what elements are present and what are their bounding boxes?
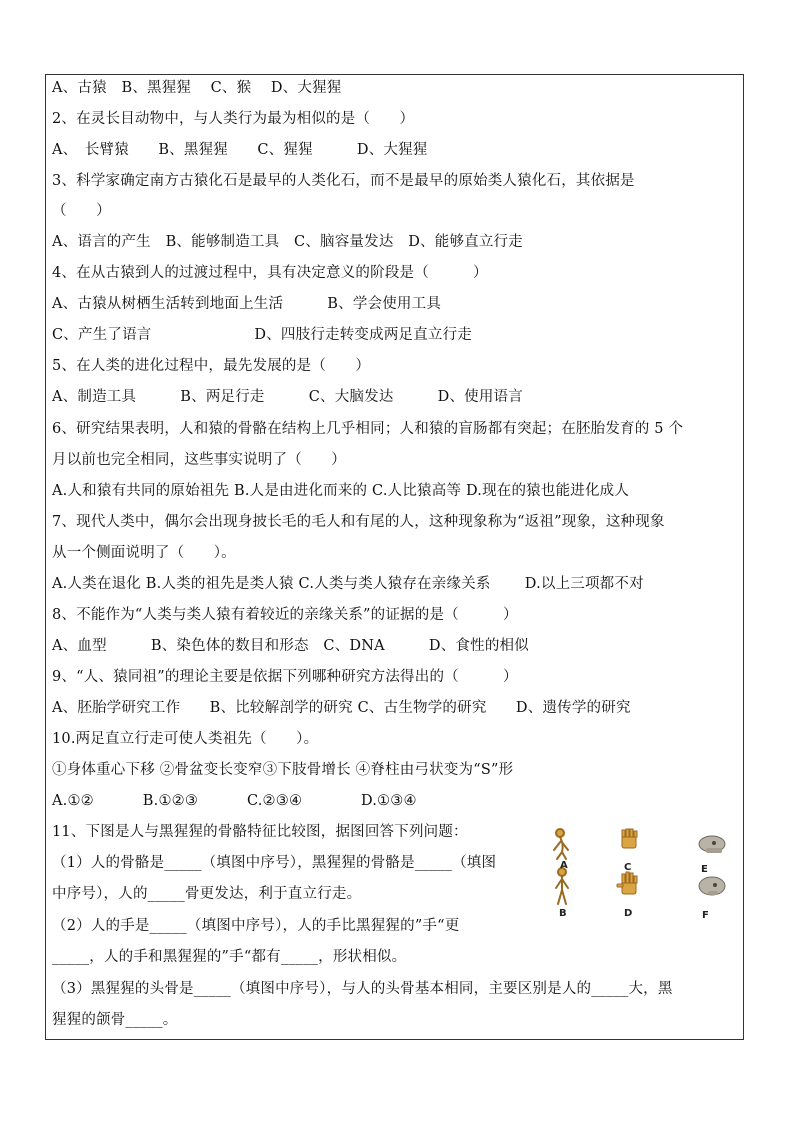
figure-label-d: D <box>624 908 633 919</box>
line-18: 8、不能作为“人类与类人猿有着较近的亲缘关系”的证据的是（ ） <box>52 607 518 623</box>
line-17: A.人类在退化 B.人类的祖先是类人猿 C.人类与类人猿存在亲缘关系 D.以上三项都不对 <box>52 576 644 592</box>
line-31: 猩猩的颌骨_____。 <box>52 1012 178 1028</box>
figure-label-a: A <box>560 860 568 871</box>
line-21: A、胚胎学研究工作 B、比较解剖学的研究 C、古生物学的研究 D、遗传学的研究 <box>52 700 631 716</box>
line-13: 月以前也完全相同，这些事实说明了（ ） <box>52 452 346 468</box>
line-28: （2）人的手是_____（填图中序号），人的手比黑猩猩的”手“更 <box>52 918 460 934</box>
line-10: 5、在人类的进化过程中，最先发展的是（ ） <box>52 358 371 374</box>
line-22: 10.两足直立行走可使人类祖先（ ）。 <box>52 731 319 747</box>
human-skull-icon <box>699 877 725 895</box>
human-skeleton-icon <box>556 868 568 904</box>
chimp-skeleton-icon <box>554 829 568 859</box>
line-6: A、语言的产生 B、能够制造工具 C、脑容量发达 D、能够直立行走 <box>52 234 523 250</box>
line-25: 11、下图是人与黑猩猩的骨骼特征比较图，据图回答下列问题： <box>52 824 468 840</box>
line-26: （1）人的骨骼是_____（填图中序号），黑猩猩的骨骼是_____（填图 <box>52 855 497 871</box>
line-24: A.①② B.①②③ C.②③④ D.①③④ <box>52 793 417 809</box>
line-23: ①身体重心下移 ②骨盆变长变窄③下肢骨增长 ④脊柱由弓状变为“S”形 <box>52 762 514 778</box>
line-7: 4、在从古猿到人的过渡过程中，具有决定意义的阶段是（ ） <box>52 265 488 281</box>
line-2: 2、在灵长目动物中，与人类行为最为相似的是（ ） <box>52 111 415 127</box>
chimp-hand-icon <box>622 829 637 848</box>
figure-label-c: C <box>624 862 632 873</box>
skeleton-illustrations <box>548 826 738 926</box>
line-3: A、 长臂猿 B、黑猩猩 C、猩猩 D、大猩猩 <box>52 142 428 158</box>
line-29: _____，人的手和黑猩猩的”手“都有_____，形状相似。 <box>52 949 407 965</box>
figure-label-e: E <box>701 864 708 875</box>
line-19: A、血型 B、染色体的数目和形态 C、DNA D、食性的相似 <box>52 638 529 654</box>
line-1: A、古猿 B、黑猩猩 C、猴 D、大猩猩 <box>52 80 342 96</box>
line-30: （3）黑猩猩的头骨是_____（填图中序号），与人的头骨基本相同，主要区别是人的_____大，黑 <box>52 981 673 997</box>
line-12: 6、研究结果表明，人和猿的骨骼在结构上几乎相同；人和猿的盲肠都有突起；在胚胎发育的 5 个 <box>52 421 684 437</box>
line-14: A.人和猿有共同的原始祖先 B.人是由进化而来的 C.人比猿高等 D.现在的猿也能进化成人 <box>52 483 630 499</box>
line-20: 9、“人、猿同祖”的理论主要是依据下列哪种研究方法得出的（ ） <box>52 669 518 685</box>
line-27: 中序号），人的_____骨更发达，利于直立行走。 <box>52 886 362 902</box>
figure-label-f: F <box>702 910 709 921</box>
skeleton-comparison-figure <box>548 826 738 926</box>
chimp-skull-icon <box>699 836 725 853</box>
line-11: A、制造工具 B、两足行走 C、大脑发达 D、使用语言 <box>52 389 523 405</box>
line-9: C、产生了语言 D、四肢行走转变成两足直立行走 <box>52 327 473 343</box>
line-15: 7、现代人类中，偶尔会出现身披长毛的毛人和有尾的人，这种现象称为“返祖”现象，这种现象 <box>52 514 665 530</box>
human-hand-icon <box>617 872 637 894</box>
line-5: （ ） <box>52 203 111 219</box>
line-16: 从一个侧面说明了（ ）。 <box>52 545 236 561</box>
figure-label-b: B <box>559 908 567 919</box>
line-8: A、古猿从树栖生活转到地面上生活 B、学会使用工具 <box>52 296 442 312</box>
line-4: 3、科学家确定南方古猿化石是最早的人类化石，而不是最早的原始类人猿化石，其依据是 <box>52 173 635 189</box>
